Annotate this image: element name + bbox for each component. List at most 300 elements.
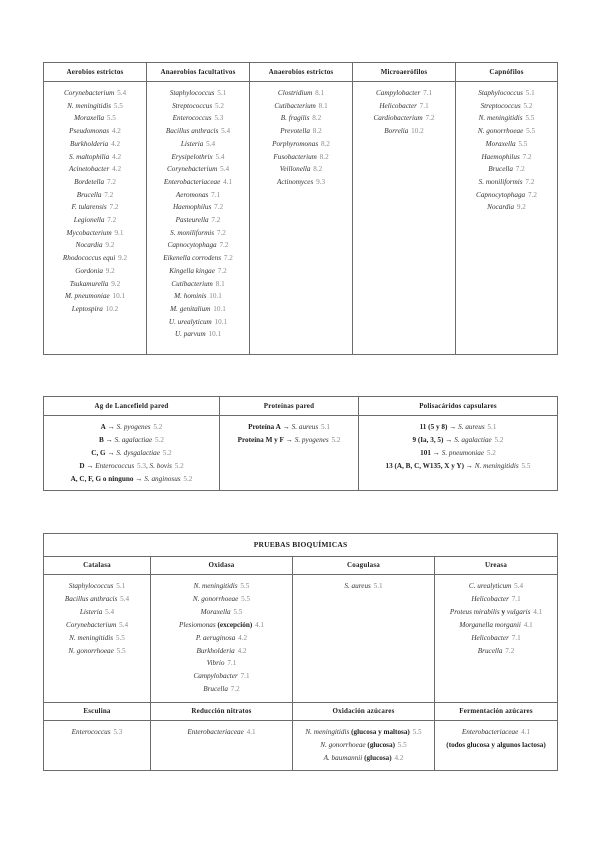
organism-name: Enterobacteriaceae: [163, 177, 221, 186]
section-code: 5.4: [105, 607, 115, 616]
section-code: 5.4: [206, 139, 216, 148]
list-item: [250, 100, 352, 113]
section-code: 5.2: [331, 435, 341, 444]
organism-name: Burkholderia: [196, 646, 235, 655]
organism-name: vulgaris: [506, 607, 531, 616]
header-aerobios-estrictos: Aerobios estrictos: [44, 63, 147, 82]
organism-name: N. meningitidis: [193, 582, 238, 590]
organism-name: S. aureus: [458, 423, 485, 431]
list-item: [147, 265, 249, 278]
organism-name: N. meningitidis: [69, 633, 114, 642]
proteinas-list: [220, 416, 358, 451]
organism-name: Legionella: [73, 216, 105, 225]
col-fermentacion: [435, 721, 558, 771]
list-item: [44, 632, 150, 645]
section-code: 7.2: [216, 228, 226, 237]
organism-name: Helicobacter: [379, 101, 417, 110]
organism-name: Staphylococcus: [169, 89, 215, 97]
organism-name: A. baumannii: [323, 753, 363, 762]
list-item: [250, 138, 352, 151]
header-esculina: Esculina: [44, 703, 151, 721]
section-code: 4.1: [523, 620, 533, 629]
col-microaerofilos: [353, 82, 456, 355]
list-item: [147, 316, 249, 329]
section-code: 5.5: [241, 594, 251, 603]
section-code: 10.1: [214, 317, 228, 326]
section-code: 5.5: [106, 114, 116, 123]
list-item: [250, 151, 352, 164]
section-code: 7.2: [214, 203, 224, 212]
section-code: 5.2: [486, 448, 496, 457]
anaerobios-estrictos-list: [250, 82, 352, 193]
organism-name: Veillonella: [279, 165, 311, 174]
organism-name: Pseudomonas: [69, 127, 110, 136]
organism-name: N. gonorrhoeae: [320, 740, 366, 749]
list-item: [44, 138, 146, 151]
note-text: (glucosa): [364, 753, 392, 762]
section-code: 4.2: [111, 127, 121, 136]
list-item: [456, 151, 557, 164]
organism-name: Corynebacterium: [166, 165, 218, 174]
organism-name: Moraxella: [485, 139, 516, 148]
section-code: 8.2: [320, 139, 330, 148]
organism-name: S. pyogenes: [294, 435, 329, 444]
section-code: 5.2: [154, 435, 164, 444]
section-code: 5.3: [136, 461, 146, 470]
section-code: 5.2: [162, 448, 172, 457]
list-item: [147, 112, 249, 125]
list-item: [147, 201, 249, 214]
organism-name: Acinetobacter: [68, 165, 110, 174]
list-item: [151, 580, 292, 593]
section-code: 10.1: [112, 292, 126, 301]
header-proteinas: Proteínas pared: [220, 397, 359, 416]
biochem-title: PRUEBAS BIOQUÍMICAS: [44, 534, 558, 557]
organism-name: Eikenella corrodens: [163, 254, 222, 263]
organism-name: Corynebacterium: [63, 89, 115, 97]
list-item: [293, 752, 434, 765]
organism-name: Clostridium: [277, 89, 313, 97]
section-code: 5.5: [113, 101, 123, 110]
list-item: [151, 619, 292, 632]
list-item: [44, 290, 146, 303]
section-code: 5.4: [514, 582, 524, 590]
col-capnofilos: [456, 82, 558, 355]
list-item: [353, 112, 455, 125]
list-item: [250, 125, 352, 138]
section-code: 9.2: [111, 279, 121, 288]
list-item: [293, 726, 434, 739]
col-oxidacion: [293, 721, 435, 771]
section-code: 5.1: [373, 582, 383, 590]
list-item: [44, 619, 150, 632]
organism-name: N. meningitidis: [474, 461, 519, 470]
header-microaerofilos: Microaerófilos: [353, 63, 456, 82]
list-item: [44, 87, 146, 100]
organism-name: Burkholderia: [69, 139, 109, 148]
list-item: [44, 214, 146, 227]
organism-name: Bordetella: [74, 177, 105, 186]
list-item: [250, 176, 352, 189]
col-proteinas: [220, 416, 359, 491]
list-item: [44, 434, 219, 447]
arrow-icon: →: [465, 461, 473, 470]
section-code: 7.2: [525, 177, 535, 186]
section-code: 10.2: [411, 127, 424, 136]
section-code: 5.2: [183, 474, 193, 483]
list-item: [353, 87, 455, 100]
organism-name: Capnocytophaga: [476, 190, 526, 199]
organism-name: U. urealyticum: [168, 317, 212, 326]
list-item: [147, 176, 249, 189]
section-code: 10.1: [208, 330, 222, 339]
organism-name: S. moniliformis: [170, 228, 215, 237]
organism-name: Proteus mirabilis: [449, 607, 500, 616]
section-code: 5.2: [174, 461, 184, 470]
organism-name: C. urealyticum: [468, 582, 512, 590]
organism-name: Brucella: [203, 685, 228, 694]
organism-name: Enterobacteriaceae: [461, 728, 519, 736]
list-item: [44, 447, 219, 460]
list-item: [44, 580, 150, 593]
note-text: (glucosa y maltosa): [351, 728, 410, 736]
section-code: 5.2: [494, 435, 504, 444]
col-esculina: [44, 721, 151, 771]
list-item: [44, 265, 146, 278]
list-item: [147, 100, 249, 113]
section-code: 9.3: [316, 177, 326, 186]
list-item: [151, 593, 292, 606]
section-code: 8.2: [319, 152, 329, 161]
list-item: [147, 303, 249, 316]
list-item: [151, 645, 292, 658]
organism-name: B. fragilis: [280, 114, 310, 123]
nitratos-list: [151, 721, 292, 743]
organism-name: Haemophilus: [481, 152, 520, 161]
biochem-body-row-1: [44, 575, 558, 703]
list-item: [250, 112, 352, 125]
antigen-label: D: [79, 461, 85, 470]
section-code: 4.1: [223, 177, 233, 186]
list-item: [456, 201, 557, 214]
section-code: 7.1: [423, 89, 433, 97]
organism-name: Haemophilus: [172, 203, 212, 212]
list-item: [359, 460, 557, 473]
organism-name: Moraxella: [74, 114, 105, 123]
organism-name: M. pneumoniae: [64, 292, 110, 301]
oxidasa-list: [151, 575, 292, 700]
organism-name: S. dysgalactiae: [116, 448, 160, 457]
list-item: [456, 176, 557, 189]
organism-name: N. meningitidis: [478, 114, 523, 123]
section-code: 4.1: [533, 607, 543, 616]
section-code: 5.4: [215, 152, 225, 161]
col-catalasa: [44, 575, 151, 703]
list-item: [456, 125, 557, 138]
antigen-body-row: [44, 416, 558, 491]
list-item: [44, 278, 146, 291]
section-code: 4.1: [255, 620, 265, 629]
section-code: 5.2: [523, 101, 533, 110]
organism-name: Capnocytophaga: [167, 241, 217, 250]
section-code: 5.1: [320, 423, 330, 431]
list-item: [435, 645, 557, 658]
header-anaerobios-facultativos: Anaerobios facultativos: [147, 63, 250, 82]
list-item: [151, 683, 292, 696]
section-code: 5.2: [153, 423, 163, 431]
list-item: [456, 87, 557, 100]
arrow-icon: →: [285, 435, 293, 444]
header-lancefield: Ag de Lancefield pared: [44, 397, 220, 416]
section-code: 4.1: [246, 728, 256, 736]
section-code: 8.1: [215, 279, 225, 288]
section-code: 7.2: [211, 216, 221, 225]
antigen-label: 13 (A, B, C, W135, X y Y): [385, 461, 464, 470]
organism-name: Porphyromonas: [272, 139, 319, 148]
section-code: 5.3: [113, 728, 123, 736]
col-lancefield: [44, 416, 220, 491]
organism-name: Cutibacterium: [274, 101, 316, 110]
list-item: [44, 201, 146, 214]
organism-name: Fusobacterium: [273, 152, 317, 161]
list-item: [44, 593, 150, 606]
list-item: [435, 593, 557, 606]
section-code: 7.2: [527, 190, 537, 199]
header-coagulasa: Coagulasa: [293, 557, 435, 575]
list-item: [44, 189, 146, 202]
header-catalasa: Catalasa: [44, 557, 151, 575]
biochem-body-row-2: [44, 721, 558, 771]
antigen-label: 101: [420, 448, 431, 457]
header-capnofilos: Capnófilos: [456, 63, 558, 82]
organism-name: S. moniliformis: [478, 177, 523, 186]
organism-name: Enterococcus: [95, 461, 135, 470]
section-code: 8.1: [318, 101, 328, 110]
arrow-icon: →: [445, 435, 453, 444]
organism-name: Tsukamurella: [69, 279, 109, 288]
header-oxidasa: Oxidasa: [151, 557, 293, 575]
list-item: [293, 580, 434, 593]
list-item: [151, 657, 292, 670]
header-anaerobios-estrictos: Anaerobios estrictos: [250, 63, 353, 82]
polisacaridos-list: [359, 416, 557, 477]
arrow-icon: →: [86, 461, 94, 470]
organism-name: Plesiomonas: [178, 620, 216, 629]
col-polisacaridos: [359, 416, 558, 491]
list-item: [151, 632, 292, 645]
section-code: 8.2: [312, 114, 322, 123]
antigen-label: B: [99, 435, 104, 444]
conjunction: y: [501, 607, 506, 616]
organism-name: Staphylococcus: [68, 582, 114, 590]
capnofilos-list: [456, 82, 557, 218]
list-item: [220, 421, 358, 434]
organism-name: Bacillus anthracis: [64, 594, 118, 603]
oxygen-requirements-table: [43, 62, 558, 355]
section-code: 4.2: [394, 753, 404, 762]
list-item: [435, 619, 557, 632]
section-code: 4.2: [112, 165, 122, 174]
list-item: [147, 138, 249, 151]
section-code: 7.2: [106, 177, 116, 186]
list-item: [147, 163, 249, 176]
list-item: [147, 189, 249, 202]
antigen-label: A, C, F, G o ninguno: [70, 474, 134, 483]
organism-name: Enterococcus: [172, 114, 212, 123]
section-code: 5.1: [487, 423, 497, 431]
organism-name: Campylobacter: [193, 672, 238, 681]
section-code: 5.4: [220, 165, 230, 174]
organism-name: S. pneumoniae: [441, 448, 485, 457]
arrow-icon: →: [449, 423, 457, 431]
list-item: [456, 189, 557, 202]
list-item: [44, 151, 146, 164]
list-item: [44, 726, 150, 739]
organism-name: Moraxella: [200, 607, 231, 616]
biochem-header-row-1: [44, 557, 558, 575]
organism-name: Actinomyces: [276, 177, 314, 186]
section-code: 5.3: [214, 114, 224, 123]
list-item: [44, 421, 219, 434]
section-code: 4.2: [237, 646, 247, 655]
list-item: [44, 176, 146, 189]
arrow-icon: →: [107, 423, 115, 431]
section-code: 7.2: [217, 266, 227, 275]
catalasa-list: [44, 575, 150, 661]
section-code: 7.1: [240, 672, 250, 681]
section-code: 8.2: [313, 165, 323, 174]
section-code: 7.2: [223, 254, 233, 263]
section-code: 9.2: [516, 203, 526, 212]
organism-name: S. anginosus: [144, 474, 181, 483]
col-anaerobios-est: [250, 82, 353, 355]
oxygen-header-row: [44, 63, 558, 82]
arrow-icon: →: [432, 448, 440, 457]
note-text: (glucosa): [367, 740, 395, 749]
header-polisacaridos: Polisacáridos capsulares: [359, 397, 558, 416]
col-oxidasa: [151, 575, 293, 703]
antigen-label: C, G: [91, 448, 106, 457]
organism-name: Aeromonas: [175, 190, 209, 199]
organism-name: Bacillus anthracis: [165, 127, 219, 136]
list-item: [44, 100, 146, 113]
organism-name: Kingella kingae: [169, 266, 215, 275]
section-code: 7.1: [419, 101, 429, 110]
organism-name: M. hominis: [174, 292, 207, 301]
organism-name: Gordonia: [75, 266, 103, 275]
list-item: [147, 151, 249, 164]
list-item: [44, 227, 146, 240]
organism-name: U. parvum: [174, 330, 206, 339]
esculina-list: [44, 721, 150, 743]
section-code: 5.5: [521, 461, 531, 470]
organism-name: M. genitalium: [170, 304, 211, 313]
list-item: [44, 239, 146, 252]
organism-name: Brucella: [488, 165, 513, 174]
list-item: [147, 328, 249, 341]
section-code: 7.2: [109, 203, 119, 212]
section-code: 5.1: [116, 582, 126, 590]
section-code: 7.1: [511, 594, 521, 603]
section-code: 9.2: [118, 254, 128, 263]
section-code: 8.2: [312, 127, 322, 136]
section-code: 7.2: [104, 190, 114, 199]
anaerobios-facultativos-list: [147, 82, 249, 345]
organism-name: N. gonorrhoeae: [68, 646, 114, 655]
antigen-table: [43, 396, 558, 491]
organism-name: Pasteurella: [175, 216, 209, 225]
organism-name: Erysipelothrix: [171, 152, 213, 161]
section-code: 4.2: [238, 633, 248, 642]
section-code: 10.1: [209, 292, 222, 301]
header-reduccion-nitratos: Reducción nitratos: [151, 703, 293, 721]
list-item: [147, 125, 249, 138]
section-code: 7.1: [211, 190, 221, 199]
list-item: [44, 112, 146, 125]
antigen-label: A: [100, 423, 106, 431]
list-item: [147, 278, 249, 291]
organism-name: Mycobacterium: [66, 228, 112, 237]
oxygen-body-row: [44, 82, 558, 355]
list-item: [359, 421, 557, 434]
organism-name: Morganella morganii: [459, 620, 521, 629]
organism-name: Cutibacterium: [171, 279, 213, 288]
antigen-label: 11 (5 y 8): [419, 423, 448, 431]
list-item: [353, 100, 455, 113]
section-code: 5.4: [119, 620, 129, 629]
organism-name: N. gonorrhoeae: [477, 127, 524, 136]
arrow-icon: →: [107, 448, 115, 457]
section-code: 4.2: [111, 139, 121, 148]
organism-name: Rhodococcus equi: [62, 254, 116, 263]
organism-name: Listeria: [180, 139, 204, 148]
organism-name: Cardiobacterium: [373, 114, 423, 123]
section-code: 5.5: [518, 139, 528, 148]
list-item: [44, 303, 146, 316]
organism-name: N. gonorrhoeae: [192, 594, 239, 603]
list-item: [435, 580, 557, 593]
section-code: 9.1: [114, 228, 124, 237]
section-code: 5.5: [240, 582, 250, 590]
list-item: [44, 606, 150, 619]
list-item: [353, 125, 455, 138]
lancefield-list: [44, 416, 219, 490]
section-code: 5.1: [525, 89, 535, 97]
coagulasa-list: [293, 575, 434, 597]
list-item: [151, 726, 292, 739]
section-code: 7.2: [230, 685, 240, 694]
section-code: 5.5: [115, 633, 125, 642]
list-item: [435, 726, 557, 739]
organism-name: S. pyogenes: [116, 423, 151, 431]
organism-name: Enterobacteriaceae: [187, 728, 244, 736]
organism-name: Campylobacter: [375, 89, 421, 97]
list-item: [44, 163, 146, 176]
biochem-header-row-2: [44, 703, 558, 721]
list-item: D → Enterococcus 5.3, S. bovis 5.2: [79, 461, 184, 470]
organism-name: Prevotella: [280, 127, 310, 136]
col-coagulasa: [293, 575, 435, 703]
list-item: [250, 163, 352, 176]
header-ureasa: Ureasa: [435, 557, 558, 575]
organism-name: Listeria: [79, 607, 103, 616]
col-ureasa: [435, 575, 558, 703]
list-item: [151, 606, 292, 619]
section-code: 7.1: [511, 633, 521, 642]
list-item: [435, 632, 557, 645]
organism-name: Vibrio: [206, 659, 225, 668]
section-code: 5.2: [214, 101, 224, 110]
